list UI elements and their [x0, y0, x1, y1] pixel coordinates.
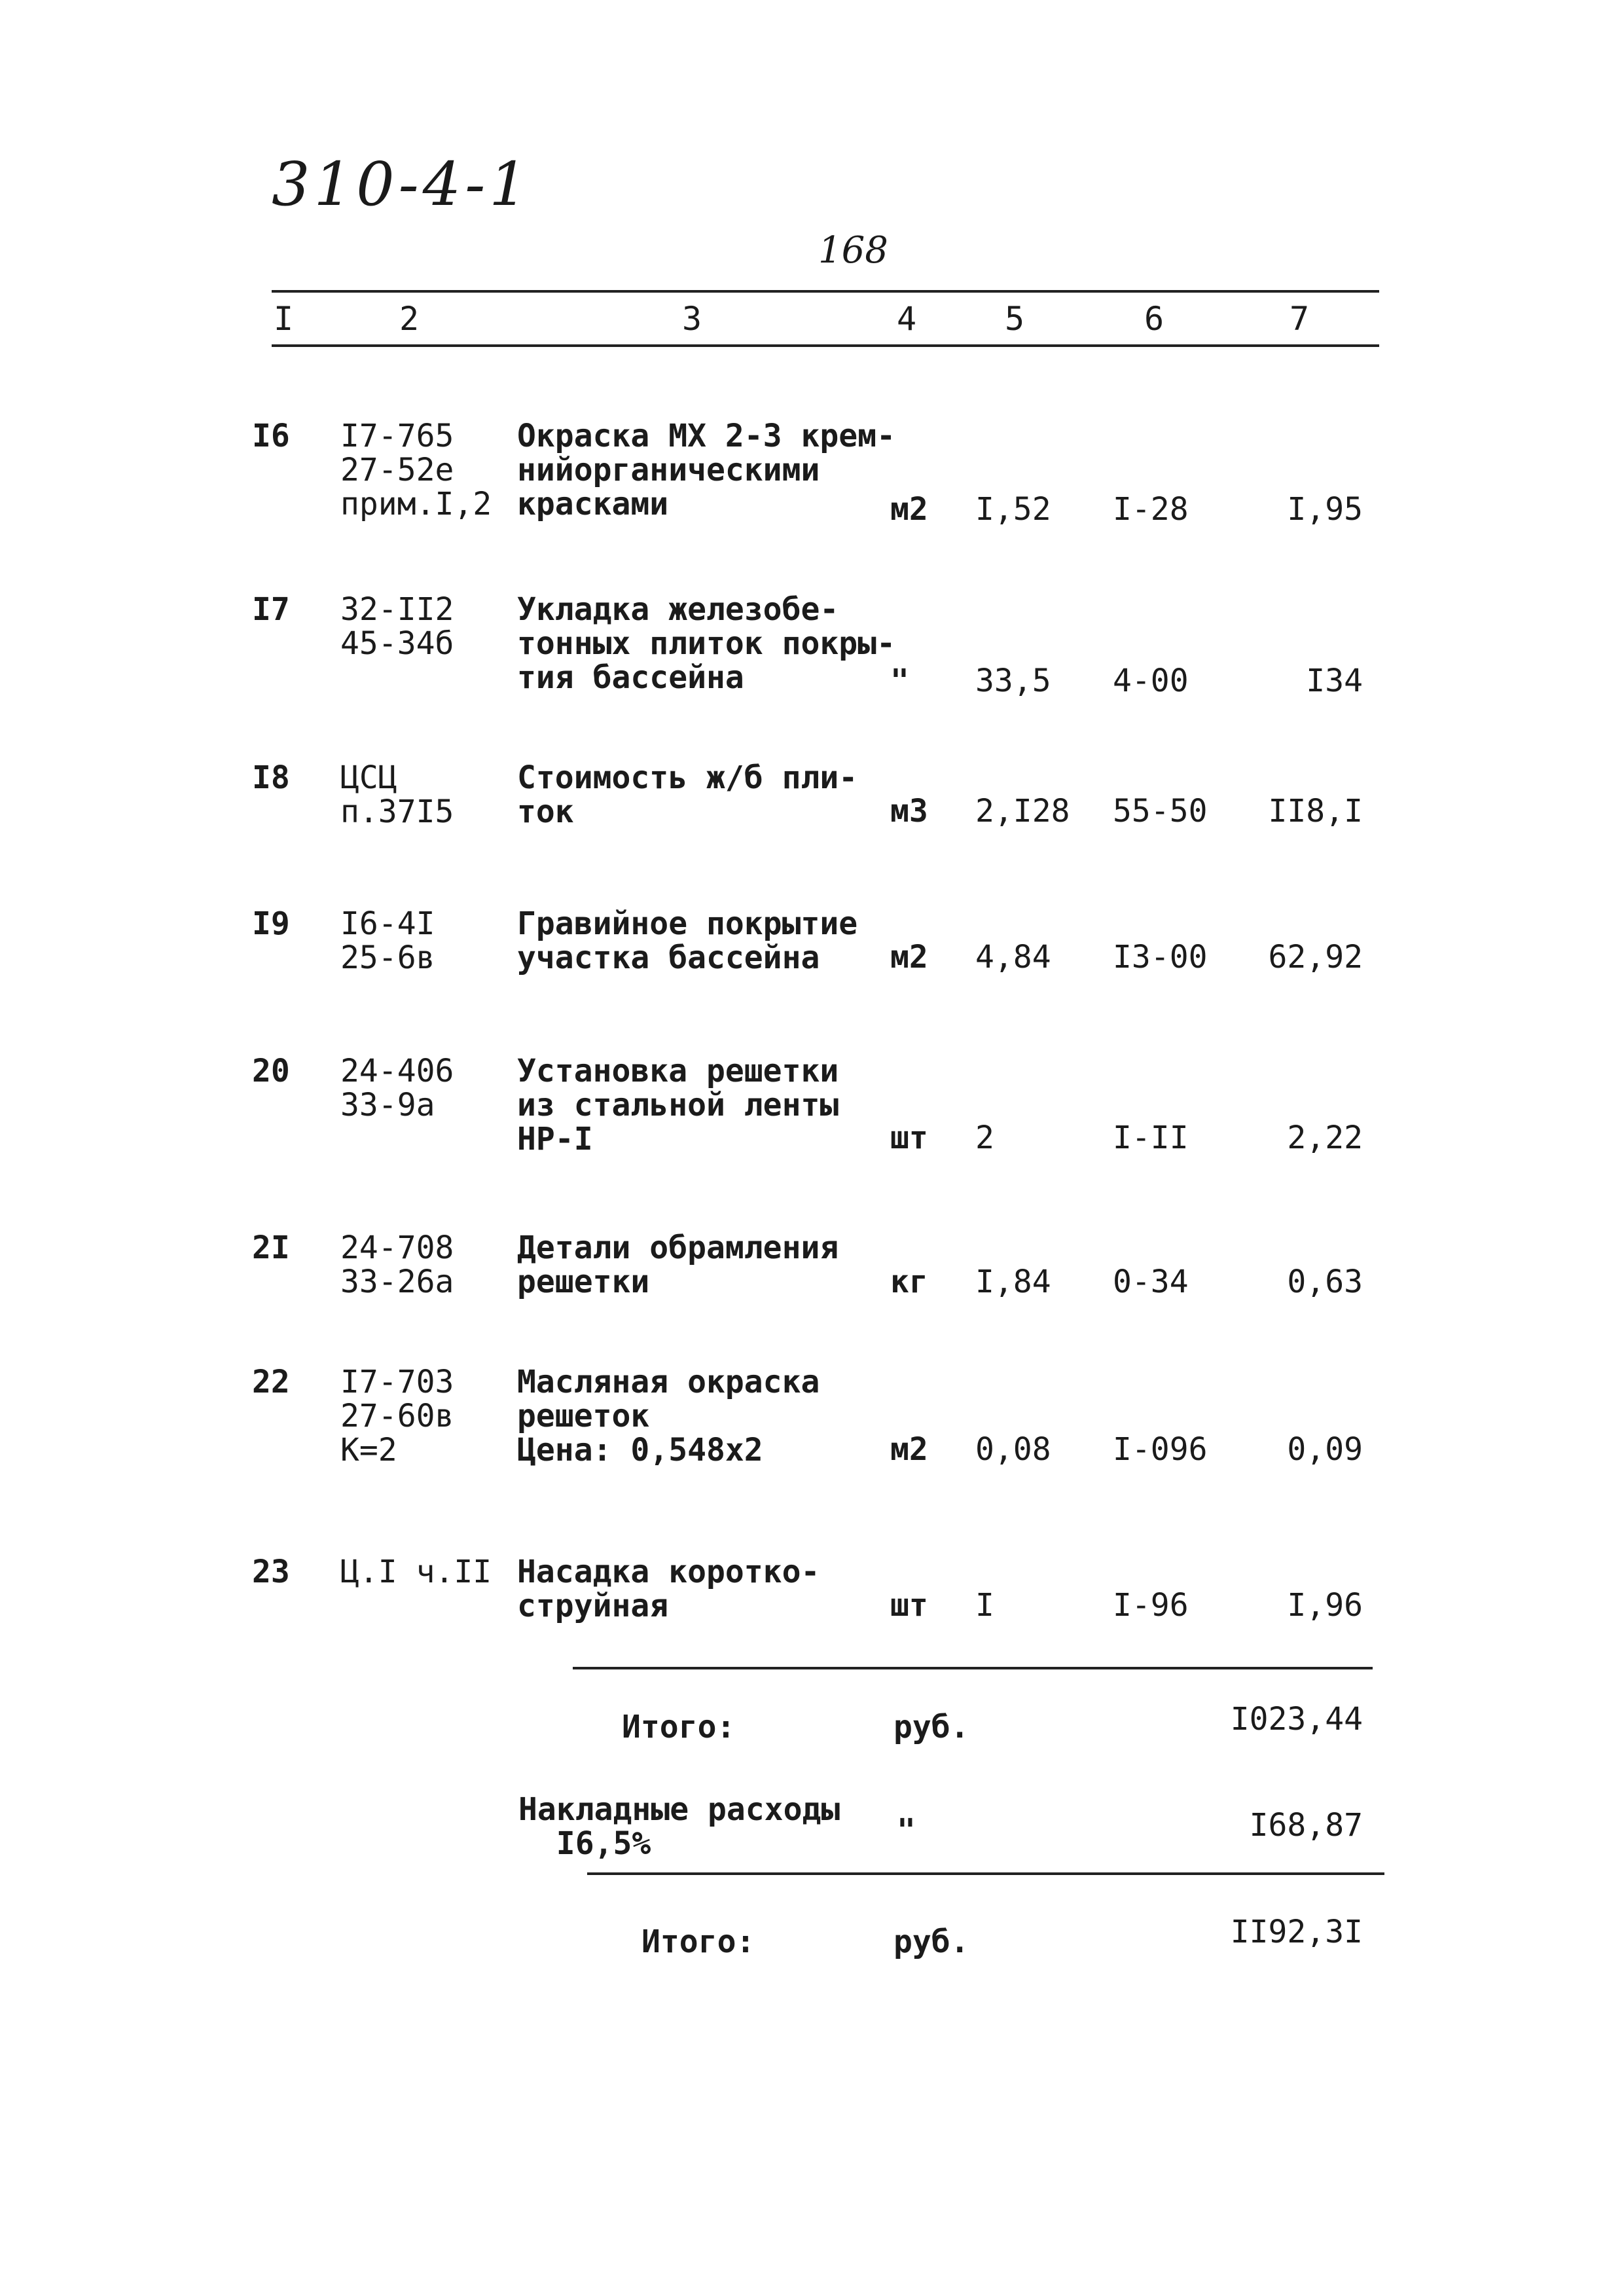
page-number: 168 — [818, 229, 888, 272]
row-number: I9 — [252, 905, 290, 942]
row-codes: Ц.I ч.II — [340, 1554, 492, 1590]
row-quantity: I — [975, 1587, 994, 1624]
row-unit: кг — [890, 1264, 928, 1300]
summary-top-rule — [573, 1667, 1373, 1669]
row-number: 20 — [252, 1053, 290, 1089]
row-codes: 24-708 33-26а — [340, 1230, 454, 1300]
overhead-label: Накладные расходы I6,5% — [518, 1791, 840, 1862]
row-unit: шт — [890, 1587, 928, 1624]
row-description: Детали обрамления решетки — [517, 1230, 839, 1300]
row-unit-price: I-II — [1113, 1120, 1189, 1156]
row-unit: м3 — [890, 793, 928, 829]
row-unit-price: 0-34 — [1113, 1264, 1189, 1300]
row-description: Масляная окраска решеток Цена: 0,548х2 — [517, 1364, 820, 1468]
column-number-7: 7 — [1290, 300, 1310, 338]
overhead-unit: " — [897, 1812, 916, 1849]
row-unit-price: 55-50 — [1113, 793, 1208, 829]
column-number-1: I — [274, 300, 294, 338]
row-unit: м2 — [890, 491, 928, 528]
row-total: II8,I — [1268, 793, 1363, 829]
row-unit-price: 4-00 — [1113, 663, 1189, 699]
row-number: 2I — [252, 1230, 290, 1266]
row-description: Укладка железобе- тонных плиток покры- тия бассейна — [517, 591, 895, 696]
row-total: 2,22 — [1287, 1120, 1363, 1156]
subtotal-value: I023,44 — [1230, 1701, 1363, 1738]
row-unit-price: I-096 — [1113, 1431, 1208, 1468]
row-unit: м2 — [890, 939, 928, 975]
row-description: Стоимость ж/б пли- ток — [517, 759, 858, 830]
row-quantity: 33,5 — [975, 663, 1051, 699]
row-unit-price: I-96 — [1113, 1587, 1189, 1624]
header-bottom-rule — [272, 344, 1379, 347]
row-codes: ЦСЦ п.37I5 — [340, 759, 454, 830]
row-number: I7 — [252, 591, 290, 628]
row-number: I6 — [252, 418, 290, 454]
row-unit: " — [890, 663, 909, 699]
row-description: Насадка коротко- струйная — [517, 1554, 820, 1624]
row-unit-price: I-28 — [1113, 491, 1189, 528]
header-top-rule — [272, 290, 1379, 293]
row-number: 23 — [252, 1554, 290, 1590]
row-quantity: 2 — [975, 1120, 994, 1156]
column-number-3: 3 — [682, 300, 702, 338]
row-unit-price: I3-00 — [1113, 939, 1208, 975]
row-description: Окраска МХ 2-3 крем- нийорганическими красками — [517, 418, 895, 522]
total-unit: руб. — [893, 1923, 969, 1960]
row-codes: I7-765 27-52е прим.I,2 — [340, 418, 492, 522]
row-codes: 24-406 33-9а — [340, 1053, 454, 1123]
row-description: Гравийное покрытие участка бассейна — [517, 905, 858, 976]
row-description: Установка решетки из стальной ленты НР-I — [517, 1053, 839, 1157]
doc-code: 310-4-1 — [272, 149, 532, 219]
row-total: I34 — [1306, 663, 1363, 699]
row-quantity: 2,I28 — [975, 793, 1070, 829]
row-number: 22 — [252, 1364, 290, 1400]
row-unit: м2 — [890, 1431, 928, 1468]
row-total: I,95 — [1287, 491, 1363, 528]
column-number-4: 4 — [897, 300, 917, 338]
subtotal-unit: руб. — [893, 1709, 969, 1745]
row-number: I8 — [252, 759, 290, 796]
total-value: II92,3I — [1230, 1914, 1363, 1950]
row-total: 0,63 — [1287, 1264, 1363, 1300]
row-codes: I6-4I 25-6в — [340, 905, 435, 976]
column-number-5: 5 — [1005, 300, 1025, 338]
subtotal-label: Итого: — [622, 1709, 736, 1745]
row-quantity: I,52 — [975, 491, 1051, 528]
column-number-6: 6 — [1144, 300, 1164, 338]
row-total: 62,92 — [1268, 939, 1363, 975]
row-unit: шт — [890, 1120, 928, 1156]
total-label: Итого: — [641, 1923, 755, 1960]
row-quantity: 0,08 — [975, 1431, 1051, 1468]
column-number-2: 2 — [399, 300, 420, 338]
row-total: I,96 — [1287, 1587, 1363, 1624]
total-rule — [587, 1872, 1384, 1875]
row-codes: 32-II2 45-34б — [340, 591, 454, 662]
row-codes: I7-703 27-60в К=2 — [340, 1364, 454, 1468]
overhead-value: I68,87 — [1249, 1807, 1363, 1844]
row-quantity: 4,84 — [975, 939, 1051, 975]
row-quantity: I,84 — [975, 1264, 1051, 1300]
row-total: 0,09 — [1287, 1431, 1363, 1468]
